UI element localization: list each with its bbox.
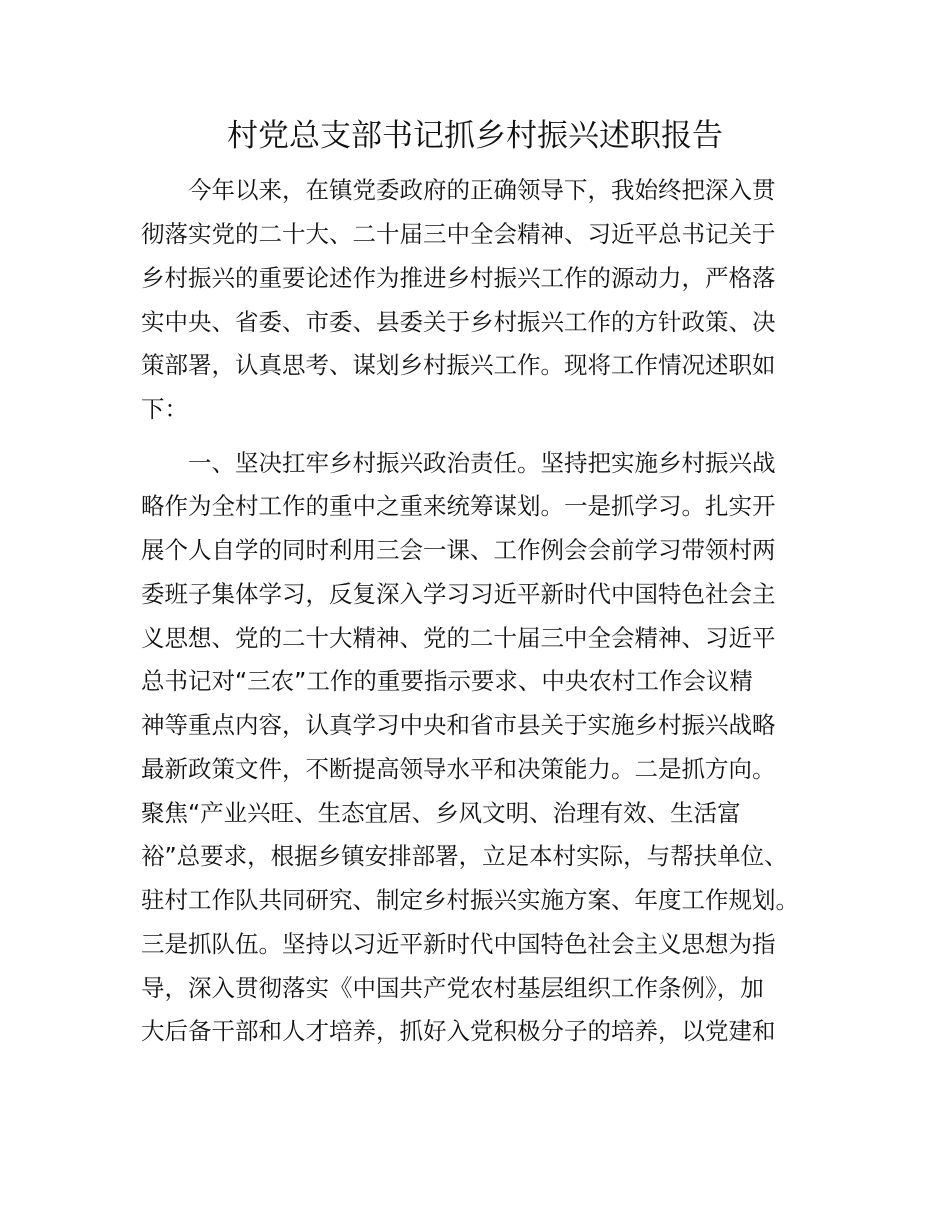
paragraph-2-line-1: 一、坚决扛牢乡村振兴政治责任。坚持把实施乡村振兴战 — [188, 449, 776, 477]
paragraph-2-line-13: 导，深入贯彻落实《中国共产党农村基层组织工作条例》，加 — [141, 974, 764, 1002]
paragraph-2-line-3: 展个人自学的同时利用三会一课、工作例会会前学习带领村两 — [141, 536, 776, 564]
paragraph-2-line-9: 聚焦“产业兴旺、生态宜居、乡风文明、治理有效、生活富 — [141, 799, 741, 827]
paragraph-1-line-4: 实中央、省委、市委、县委关于乡村振兴工作的方针政策、决 — [141, 308, 776, 336]
paragraph-1-line-6: 下： — [141, 395, 188, 423]
paragraph-2-line-10: 裕”总要求，根据乡镇安排部署，立足本村实际，与帮扶单位、 — [141, 842, 788, 870]
paragraph-2-line-5: 义思想、党的二十大精神、党的二十届三中全会精神、习近平 — [141, 624, 776, 652]
document-title: 村党总支部书记抓乡村振兴述职报告 — [227, 118, 723, 154]
paragraph-2-line-4: 委班子集体学习，反复深入学习习近平新时代中国特色社会主 — [141, 580, 776, 608]
paragraph-1-line-3: 乡村振兴的重要论述作为推进乡村振兴工作的源动力，严格落 — [141, 264, 776, 292]
paragraph-1-line-2: 彻落实党的二十大、二十届三中全会精神、习近平总书记关于 — [141, 220, 776, 248]
paragraph-2-line-7: 神等重点内容，认真学习中央和省市县关于实施乡村振兴战略 — [141, 711, 776, 739]
paragraph-1-line-1: 今年以来，在镇党委政府的正确领导下，我始终把深入贯 — [188, 176, 776, 204]
paragraph-2-line-8: 最新政策文件，不断提高领导水平和决策能力。二是抓方向。 — [141, 755, 776, 783]
paragraph-2-line-12: 三是抓队伍。坚持以习近平新时代中国特色社会主义思想为指 — [141, 930, 776, 958]
paragraph-2-line-2: 略作为全村工作的重中之重来统筹谋划。一是抓学习。扎实开 — [141, 492, 776, 520]
paragraph-2-line-11: 驻村工作队共同研究、制定乡村振兴实施方案、年度工作规划。 — [141, 886, 799, 914]
paragraph-2-line-14: 大后备干部和人才培养，抓好入党积极分子的培养，以党建和 — [141, 1017, 776, 1045]
paragraph-1-line-5: 策部署，认真思考、谋划乡村振兴工作。现将工作情况述职如 — [141, 351, 776, 379]
paragraph-2-line-6: 总书记对“三农”工作的重要指示要求、中央农村工作会议精 — [141, 667, 753, 695]
